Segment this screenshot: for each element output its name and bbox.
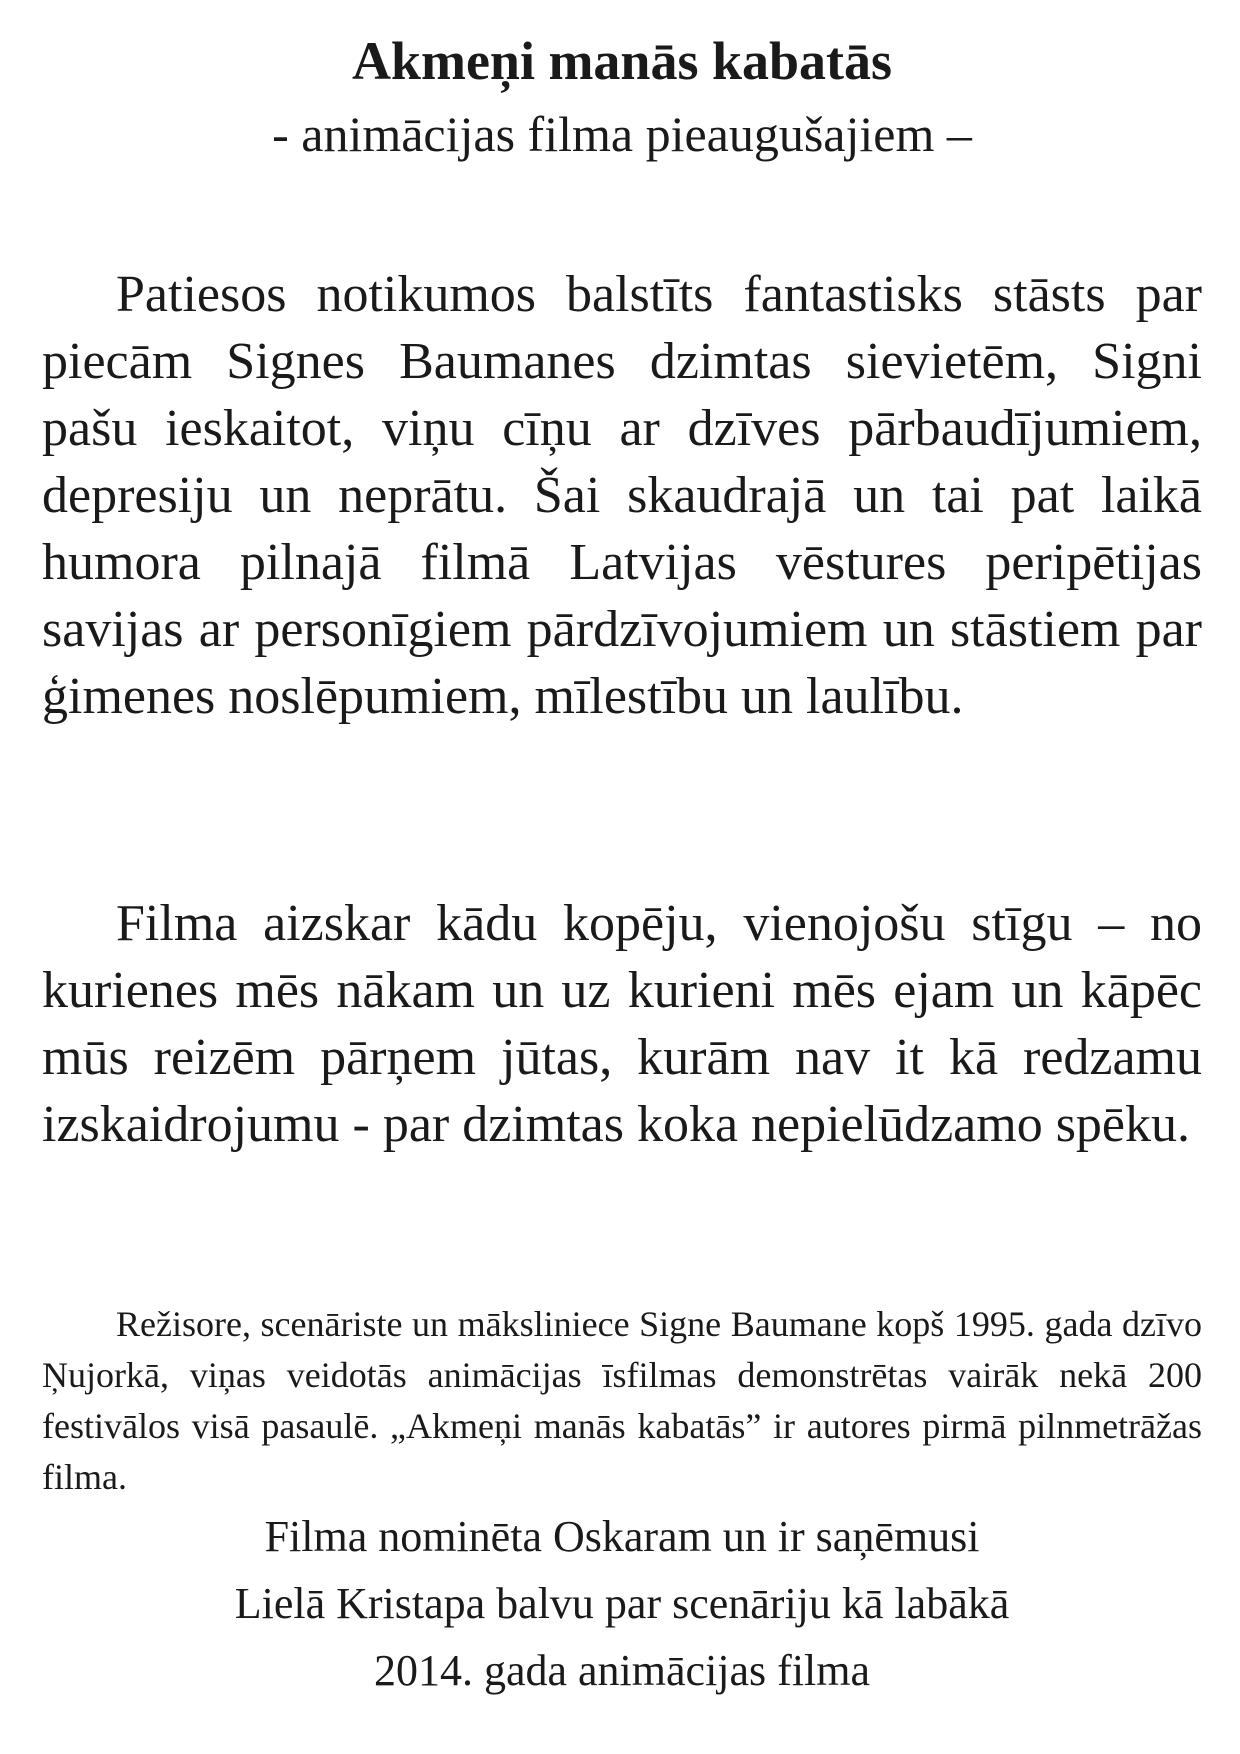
document-subtitle: - animācijas filma pieaugušajiem – <box>272 106 972 162</box>
synopsis-paragraph: Patiesos notikumos balstīts fantastisks stāsts par piecām Signes Baumanes dzimtas sievietēm, Signi pašu ieskaitot, viņu cīņu ar dzīves pārbaudījumiem, depresiju un neprātu. Šai skaudrajā un tai pat laikā humora pilnajā filmā Latvijas vēstures peripētijas savijas ar personīgiem pārdzīvojumiem un stāstiem par ģimenes noslēpumiem, mīlestību un laulību. <box>42 266 1202 725</box>
document-title: Akmeņi manās kabatās <box>351 31 893 91</box>
award-line: Lielā Kristapa balvu par scenāriju kā labākā <box>234 1579 1010 1628</box>
theme-paragraph: Filma aizskar kādu kopēju, vienojošu stīgu – no kurienes mēs nākam un uz kurieni mēs ejam un kāpēc mūs reizēm pārņem jūtas, kurām nav it kā redzamu izskaidrojumu - par dzimtas koka nepielūdzamo spēku. <box>42 895 1202 1153</box>
award-note <box>42 1503 1202 1704</box>
award-line: 2014. gada animācijas filma <box>373 1646 871 1695</box>
director-bio: Režisore, scenāriste un māksliniece Signe Baumane kopš 1995. gada dzīvo Ņujorkā, viņas veidotās animācijas īsfilmas demonstrētas vairāk nekā 200 festivālos visā pasaulē. „Akmeņi manās kabatās” ir autores pirmā pilnmetrāžas filma. <box>42 1304 1202 1497</box>
award-line: Filma nominēta Oskaram un ir saņēmusi <box>264 1512 980 1561</box>
